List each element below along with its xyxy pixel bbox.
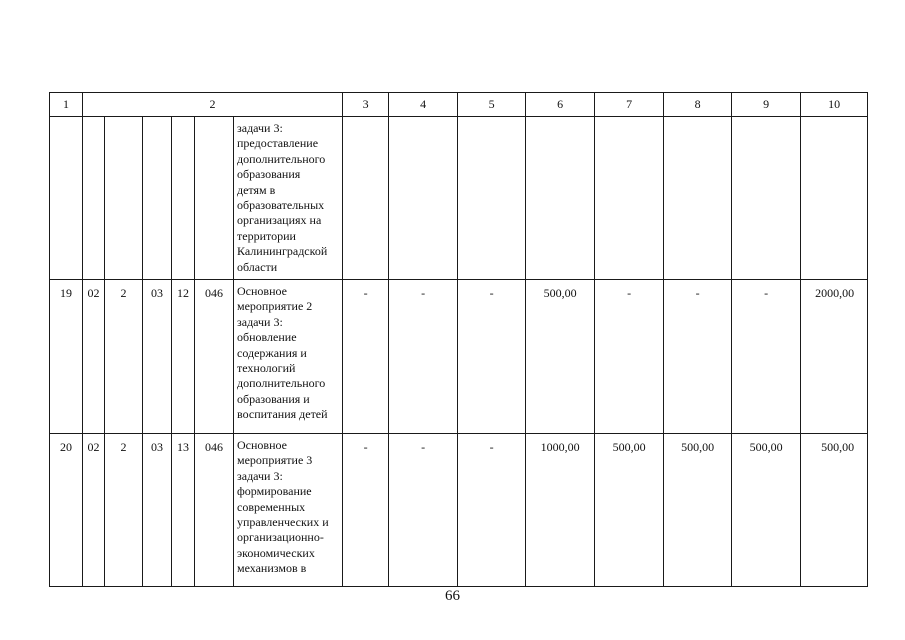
page-number: 66	[445, 588, 460, 604]
description-line: мероприятие 2	[237, 299, 313, 314]
description-line: дополнительного	[237, 151, 326, 166]
value-cell: -	[458, 280, 526, 434]
table-row	[50, 280, 868, 434]
description-line: содержания и	[237, 345, 307, 360]
value-cell: -	[458, 434, 526, 587]
description-line: воспитания детей	[237, 407, 328, 422]
description-line: предоставление	[237, 136, 319, 151]
budget-table	[49, 92, 868, 587]
value-cell	[458, 117, 526, 280]
value-cell: -	[732, 280, 801, 434]
code-cell	[105, 117, 143, 280]
value-cell	[389, 117, 458, 280]
value-cell: 500,00	[664, 434, 732, 587]
description-line: области	[237, 259, 278, 274]
description-line: современных	[237, 499, 306, 514]
code-cell	[195, 117, 234, 280]
code-cell: 02	[83, 434, 105, 587]
description-line: задачи 3:	[237, 468, 283, 483]
description-line: механизмов в	[237, 561, 307, 576]
description-line: образования и	[237, 391, 310, 406]
code-cell: 2	[105, 280, 143, 434]
row-number-cell: 20	[50, 434, 83, 587]
value-cell: -	[389, 280, 458, 434]
header-cell-10: 10	[801, 93, 868, 117]
header-cell-6: 6	[526, 93, 595, 117]
table-row	[50, 434, 868, 587]
description-line: организациях на	[237, 213, 322, 228]
code-cell: 046	[195, 280, 234, 434]
description-line: организационно-	[237, 530, 324, 545]
value-cell: 2000,00	[801, 280, 868, 434]
description-line: формирование	[237, 484, 312, 499]
header-cell-5: 5	[458, 93, 526, 117]
value-cell: 500,00	[801, 434, 868, 587]
description-line: Калининградской	[237, 244, 328, 259]
value-cell	[801, 117, 868, 280]
table-row	[50, 117, 868, 280]
description-line: задачи 3:	[237, 121, 283, 135]
value-cell: -	[343, 434, 389, 587]
header-cell-8: 8	[664, 93, 732, 117]
description-line: технологий	[237, 361, 296, 376]
value-cell: -	[343, 280, 389, 434]
description-line: территории	[237, 228, 296, 243]
description-line: задачи 3:	[237, 314, 283, 329]
description-line: образования	[237, 167, 301, 182]
header-cell-4: 4	[389, 93, 458, 117]
description-line: экономических	[237, 545, 315, 560]
header-cell-9: 9	[732, 93, 801, 117]
value-cell: -	[595, 280, 664, 434]
description-cell	[234, 434, 343, 587]
description-line: обновление	[237, 330, 297, 345]
value-cell: 1000,00	[526, 434, 595, 587]
header-cell-2: 2	[83, 93, 343, 117]
description-line: образовательных	[237, 198, 325, 213]
code-cell: 03	[143, 434, 172, 587]
code-cell	[143, 117, 172, 280]
code-cell	[83, 117, 105, 280]
value-cell	[595, 117, 664, 280]
description-line: Основное	[237, 438, 287, 452]
header-row	[50, 93, 868, 117]
value-cell	[664, 117, 732, 280]
row-number-cell	[50, 117, 83, 280]
value-cell: -	[664, 280, 732, 434]
code-cell: 046	[195, 434, 234, 587]
description-cell	[234, 280, 343, 434]
description-line: мероприятие 3	[237, 453, 313, 468]
description-cell	[234, 117, 343, 280]
code-cell: 02	[83, 280, 105, 434]
code-cell: 03	[143, 280, 172, 434]
row-number-cell: 19	[50, 280, 83, 434]
code-cell: 2	[105, 434, 143, 587]
description-line: детям в	[237, 182, 276, 197]
header-cell-1: 1	[50, 93, 83, 117]
value-cell: -	[389, 434, 458, 587]
description-line: дополнительного	[237, 376, 326, 391]
description-line: управленческих и	[237, 515, 329, 530]
header-cell-7: 7	[595, 93, 664, 117]
code-cell	[172, 117, 195, 280]
value-cell	[732, 117, 801, 280]
header-cell-3: 3	[343, 93, 389, 117]
value-cell	[526, 117, 595, 280]
value-cell: 500,00	[526, 280, 595, 434]
code-cell: 13	[172, 434, 195, 587]
code-cell: 12	[172, 280, 195, 434]
value-cell: 500,00	[595, 434, 664, 587]
value-cell	[343, 117, 389, 280]
description-line: Основное	[237, 284, 287, 298]
value-cell: 500,00	[732, 434, 801, 587]
